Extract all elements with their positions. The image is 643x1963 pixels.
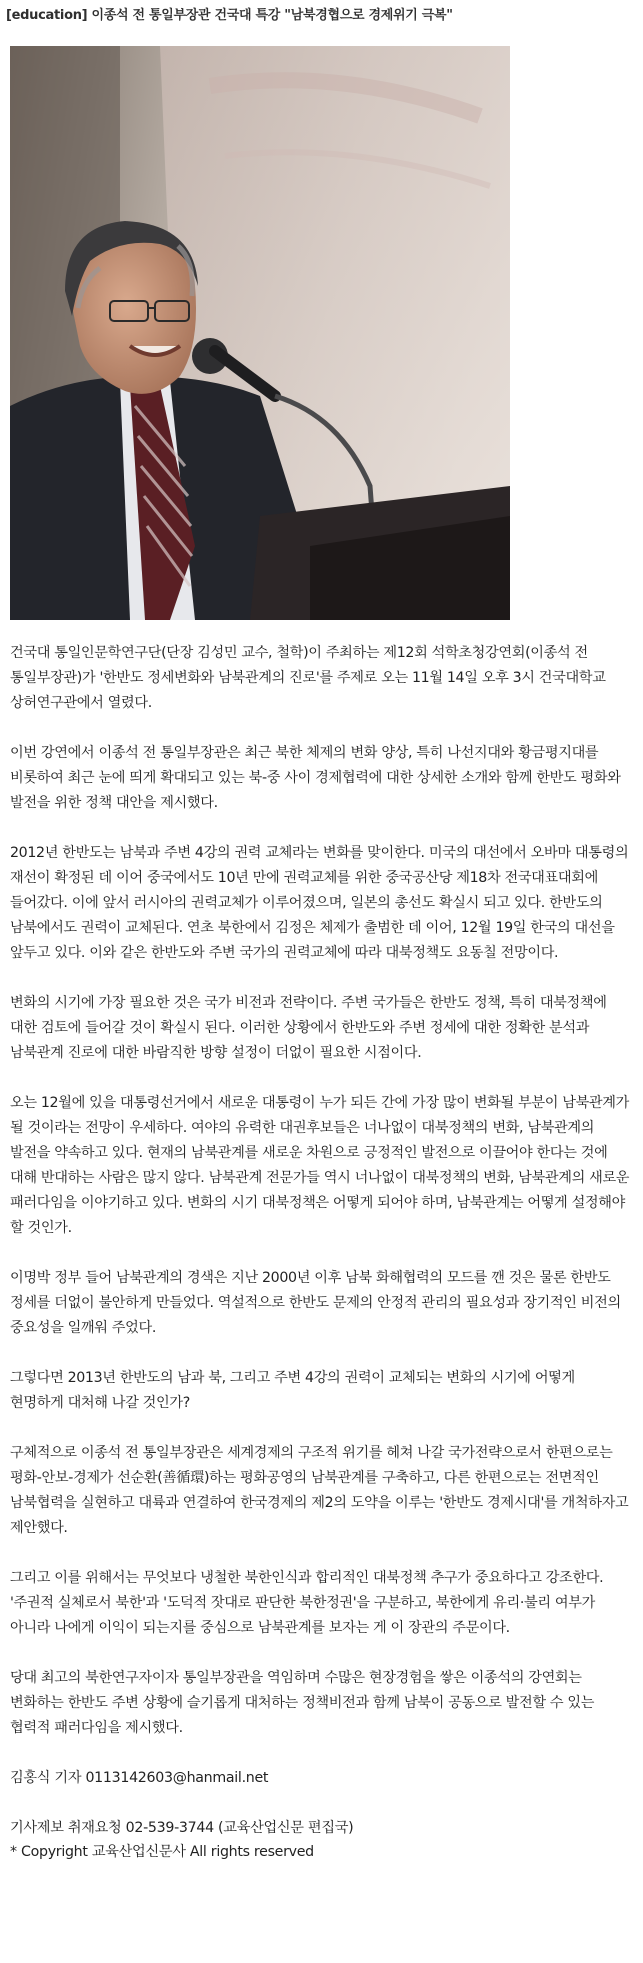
copyright-notice: * Copyright 교육산업신문사 All rights reserved xyxy=(10,1844,314,1860)
article-paragraph: 건국대 통일인문학연구단(단장 김성민 교수, 철학)이 주최하는 제12회 석학초청강연회(이종석 전 통일부장관)가 '한반도 정세변화와 남북관계의 진로'를 주제로 오는 11월 14일 오후 3시 건국대학교 상허연구관에서 열렸다. xyxy=(10,645,606,711)
contact-info: 기사제보 취재요청 02-539-3744 (교육산업신문 편집국) xyxy=(10,1820,354,1836)
article-paragraph: 이번 강연에서 이종석 전 통일부장관은 최근 북한 체제의 변화 양상, 특히 나선지대와 황금평지대를 비롯하여 최근 눈에 띄게 확대되고 있는 북-중 사이 경제협력에 대한 상세한 소개와 함께 한반도 평화와 발전을 위한 정책 대안을 제시했다. xyxy=(10,745,621,811)
article-paragraph: 그리고 이를 위해서는 무엇보다 냉철한 북한인식과 합리적인 대북정책 추구가 중요하다고 강조한다. '주권적 실체로서 북한'과 '도덕적 잣대로 판단한 북한정권'을 구분하고, 북한에게 유리·불리 여부가 아니라 나에게 이익이 되는지를 중심으로 남북관계를 보자는 게 이 장관의 주문이다. xyxy=(10,1570,604,1636)
article-paragraph: 구체적으로 이종석 전 통일부장관은 세계경제의 구조적 위기를 헤쳐 나갈 국가전략으로서 한편으로는 평화-안보-경제가 선순환(善循環)하는 평화공영의 남북관계를 구축하고, 다른 한편으로는 전면적인 남북협력을 실현하고 대륙과 연결하여 한국경제의 제2의 도약을 이루는 '한반도 경제시대'를 개척하자고 제안했다. xyxy=(10,1445,629,1536)
article-paragraph: 오는 12월에 있을 대통령선거에서 새로운 대통령이 누가 되든 간에 가장 많이 변화될 부분이 남북관계가 될 것이라는 전망이 우세하다. 여야의 유력한 대권후보들은 너나없이 대북정책의 변화, 남북관계의 발전을 약속하고 있다. 현재의 남북관계를 새로운 차원으로 긍정적인 발전으로 이끌어야 한다는 것에 대해 반대하는 사람은 많지 않다. 남북관계 전문가들 역시 너나없이 대북정책의 변화, 남북관계의 새로운 패러다임을 이야기하고 있다. 변화의 시기 대북정책은 어떻게 되어야 하며, 남북관계는 어떻게 설정해야 할 것인가. xyxy=(10,1095,630,1236)
article-photo-speaker xyxy=(10,46,510,620)
article-paragraph: 이명박 정부 들어 남북관계의 경색은 지난 2000년 이후 남북 화해협력의 모드를 깬 것은 물론 한반도 정세를 더없이 불안하게 만들었다. 역설적으로 한반도 문제의 안정적 관리의 필요성과 장기적인 비전의 중요성을 일깨워 주었다. xyxy=(10,1270,621,1336)
article-paragraph: 그렇다면 2013년 한반도의 남과 북, 그리고 주변 4강의 권력이 교체되는 변화의 시기에 어떻게 현명하게 대처해 나갈 것인가? xyxy=(10,1370,575,1411)
article-paragraph: 당대 최고의 북한연구자이자 통일부장관을 역임하며 수많은 현장경험을 쌓은 이종석의 강연회는 변화하는 한반도 주변 상황에 슬기롭게 대처하는 정책비전과 함께 남북이 공동으로 발전할 수 있는 협력적 패러다임을 제시했다. xyxy=(10,1670,595,1736)
reporter-byline: 김홍식 기자 0113142603@hanmail.net xyxy=(10,1770,269,1786)
article-paragraph: 2012년 한반도는 남북과 주변 4강의 권력 교체라는 변화를 맞이한다. 미국의 대선에서 오바마 대통령의 재선이 확정된 데 이어 중국에서도 10년 만에 권력교체를 위한 중국공산당 제18차 전국대표대회에 들어갔다. 이에 앞서 러시아의 권력교체가 이루어졌으며, 일본의 총선도 확실시 되고 있다. 한반도의 남북에서도 권력이 교체된다. 연초 북한에서 김정은 체제가 출범한 데 이어, 12월 19일 한국의 대선을 앞두고 있다. 이와 같은 한반도와 주변 국가의 권력교체에 따라 대북정책도 요동칠 전망이다. xyxy=(10,845,629,961)
article-paragraph: 변화의 시기에 가장 필요한 것은 국가 비전과 전략이다. 주변 국가들은 한반도 정책, 특히 대북정책에 대한 검토에 들어갈 것이 확실시 된다. 이러한 상황에서 한반도와 주변 정세에 대한 정확한 분석과 남북관계 진로에 대한 바람직한 방향 설정이 더없이 필요한 시점이다. xyxy=(10,995,607,1061)
article-body xyxy=(10,641,632,1863)
article-headline: [education] 이종석 전 통일부장관 건국대 특강 "남북경협으로 경제위기 극복" xyxy=(6,8,453,23)
